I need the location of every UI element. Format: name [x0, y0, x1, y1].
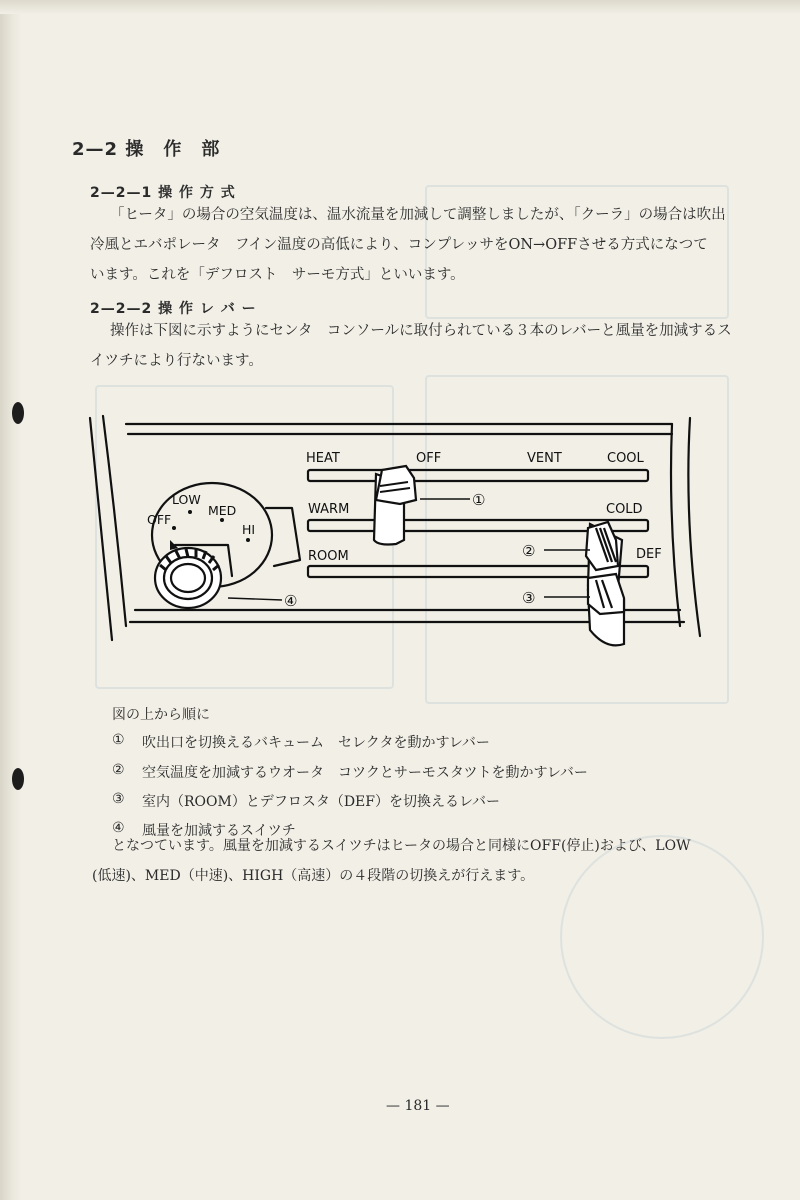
- label-warm: WARM: [308, 502, 350, 517]
- callout-2: ②: [522, 542, 536, 560]
- subsection-title-2: 2—2—2 操 作 レ バ ー: [90, 301, 257, 317]
- label-cool: COOL: [607, 451, 644, 466]
- closing-line: (低速)、MED（中速)、HIGH（高速）の４段階の切換えが行えます。: [92, 868, 535, 884]
- knob-label-low: LOW: [172, 492, 201, 507]
- label-heat: HEAT: [306, 451, 340, 466]
- section-title: 2—2 操 作 部: [72, 139, 221, 160]
- legend-item-3-num: ③: [112, 791, 125, 807]
- legend-item-4-num: ④: [112, 820, 125, 836]
- knob-label-med: MED: [208, 503, 237, 518]
- console-right-edge-inner: [671, 424, 680, 626]
- legend-item-4-text: 風量を加減するスイツチ: [142, 823, 296, 839]
- lever-slot-1: [308, 470, 648, 481]
- legend-item-2-text: 空気温度を加減するウオータ コツクとサーモスタツトを動かすレバー: [142, 765, 588, 781]
- callout-3: ③: [522, 589, 536, 607]
- knob-label-off: OFF: [147, 512, 172, 527]
- subsection-title-1: 2—2—1 操 作 方 式: [90, 185, 236, 201]
- lever-3: [588, 574, 624, 645]
- label-off: OFF: [416, 451, 442, 466]
- label-def: DEF: [636, 547, 662, 562]
- legend-intro: 図の上から順に: [112, 707, 210, 723]
- body-line: イツチにより行ないます。: [90, 353, 263, 369]
- leader-line-4: [228, 598, 282, 600]
- label-vent: VENT: [527, 451, 562, 466]
- callout-1: ①: [472, 491, 486, 509]
- legend-item-1-text: 吹出口を切換えるバキューム セレクタを動かすレバー: [142, 735, 490, 751]
- body-line: 「ヒータ」の場合の空気温度は、温水流量を加減して調整しましたが、「クーラ」の場合は吹出: [110, 207, 726, 223]
- closing-line: となつています。風量を加減するスイツチはヒータの場合と同様にOFF(停止)および、LOW: [112, 838, 691, 854]
- body-line: 操作は下図に示すようにセンタ コンソールに取付られている３本のレバーと風量を加減するス: [110, 323, 732, 339]
- legend-item-1-num: ①: [112, 732, 125, 748]
- body-line: います。これを「デフロスト サーモ方式」といいます。: [90, 267, 465, 283]
- legend-item-3-text: 室内（ROOM）とデフロスタ（DEF）を切換えるレバー: [142, 794, 501, 810]
- callout-4: ④: [284, 592, 298, 610]
- console-right-edge: [688, 418, 700, 636]
- label-room: ROOM: [308, 549, 349, 564]
- knob-label-hi: HI: [242, 522, 256, 537]
- legend-item-2-num: ②: [112, 762, 125, 778]
- body-line: 冷風とエバポレータ フイン温度の高低により、コンプレッサをON→OFFさせる方式になつて: [90, 237, 708, 253]
- page-number: — 181 —: [386, 1098, 450, 1114]
- label-cold: COLD: [606, 502, 643, 517]
- lever-1: [374, 466, 416, 545]
- console-left-edge: [90, 418, 112, 640]
